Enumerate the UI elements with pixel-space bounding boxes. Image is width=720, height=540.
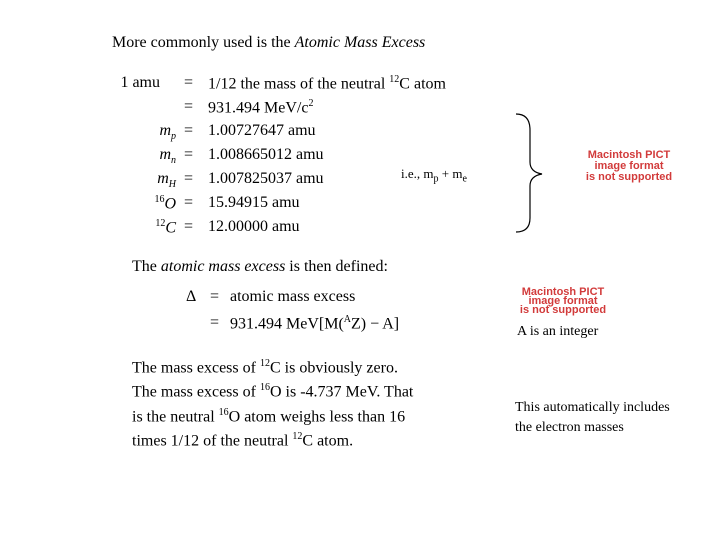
pict-placeholder-image-2: Macintosh PICT image format is not supported [519,286,607,316]
eq-op: = [210,314,220,331]
excess-intro: The atomic mass excess is then defined: [132,258,388,275]
eq-op: = [184,74,194,91]
para-line-4: times 1/12 of the neutral $^{12}$C atom. [132,430,354,450]
eq-rhs: 15.94915 amu [208,194,300,211]
eq-rhs: 931.494 MeV[M($^A$Z) − A] [230,314,400,333]
eq-lhs: $^{16}$O [154,194,176,213]
title-italic: Atomic Mass Excess [294,34,426,51]
eq-op: = [184,170,194,187]
eq-op: = [184,98,194,115]
eq-rhs: 12.00000 amu [208,218,300,235]
mass-excess-paragraph [132,354,432,451]
eq-op: = [184,194,194,211]
ie-note: i.e., $m_p + m_e$ [401,166,467,185]
eq-lhs: $^{12}$C [155,218,176,237]
eq-op: = [184,218,194,235]
title-prefix: More commonly used is the [112,34,295,51]
para-line-1: The mass excess of $^{12}$C is obviously zero. [132,358,398,377]
delta-symbol: Δ [186,288,197,305]
eq-rhs: 1.00727647 amu [208,122,316,139]
para-line-3: is the neutral $^{16}$O atom weighs less than 16 [132,406,406,425]
pict-placeholder-image: Macintosh PICT image format is not supported [585,149,673,183]
eq-rhs: 1/12 the mass of the neutral $^{12}$C atom [208,74,446,93]
electron-note: This automatically includes the electron masses [515,400,670,435]
eq-rhs: 931.494 MeV/$c^2$ [208,98,314,117]
eq-lhs: $m_p$ [159,122,176,143]
eq-rhs: 1.007825037 amu [208,170,324,187]
slide-title [112,34,425,52]
eq-op: = [184,122,194,139]
eq-rhs: 1.008665012 amu [208,146,324,163]
eq-lhs: $m_n$ [159,146,176,167]
eq-op: = [184,146,194,163]
para-line-2: The mass excess of $^{16}$O is -4.737 MeV. That [132,382,414,401]
eq-lhs: 1 amu [120,74,160,91]
a-integer-note: A is an integer [517,324,599,339]
curly-bracket [512,110,562,236]
eq-lhs: $m_H$ [157,170,176,191]
eq-rhs: atomic mass excess [230,288,356,305]
eq-op: = [210,288,220,305]
